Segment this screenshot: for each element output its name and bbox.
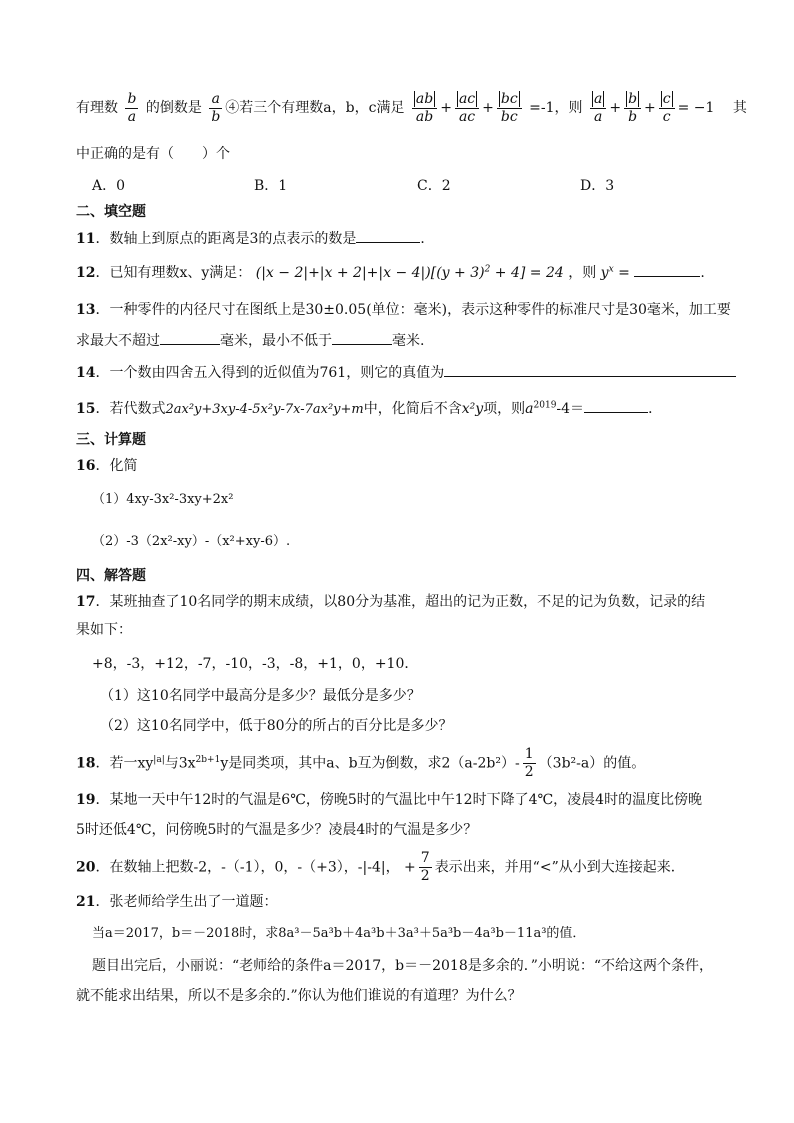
question-text: 毫米，最小不低于 [220,333,332,349]
answer-blank[interactable] [634,262,700,277]
q10-text: 其 [732,100,747,116]
answer-blank-min[interactable] [332,330,392,345]
question-20 [76,850,754,885]
fraction-abs-ab: $\frac{ab}{ab}$ [412,91,437,126]
answer-blank[interactable] [584,398,648,413]
q15-term: x²y [461,401,484,417]
q17-part2: （2）这10名同学中，低于80分的所占的百分比是多少？ [100,718,453,734]
q10-statement-line1: 有理数 $\frac{b}{a}$ 的倒数是 $\frac{a}{b}$ ④若三个有理数a，b，c满足 $\frac{ab}{ab}$ + $\frac{ac}{ac}$ + $\frac{bc}{bc}$ =-1，则 $\frac{a}{a}$ + $\frac{b}{b}$ + $\frac{c}{c}$ = −1 其 [76,90,747,125]
option-b[interactable]: B．1 [254,178,288,194]
option-d[interactable]: D．3 [580,178,615,194]
q16-part2: （2）-3（2x²-xy）-（x²+xy-6）. [92,534,291,549]
fraction-abs-a: $\frac{a}{a}$ [590,91,606,126]
question-16 [76,456,754,476]
option-c[interactable]: C．2 [417,178,451,194]
question-text: y是同类项，其中a、b互为倒数，求2（a-2b²）- [220,755,520,772]
question-text: ．化简 [95,458,138,474]
q18-exponent2: 2b+1 [195,754,221,765]
fraction-abs-c: $\frac{c}{c}$ [659,91,675,126]
question-number: 13 [76,302,96,318]
question-number: 18 [76,755,96,772]
question-13-line1 [76,300,754,320]
question-text: . [700,265,705,281]
answer-blank[interactable] [356,228,420,243]
question-number: 11 [76,231,96,247]
question-text: ．一种零件的内径尺寸在图纸上是30±0.05(单位：毫米)，表示这种零件的标准尺寸是30毫米，加工要 [95,302,731,318]
question-18 [76,746,754,781]
question-number: 12 [76,265,96,281]
fraction-seven-halves: $\frac{7}{2}$ [420,850,430,884]
question-text: ．已知有理数x、y满足： [95,265,252,281]
q17-part1: （1）这10名同学中最高分是多少？最低分是多少？ [100,688,421,704]
q10-statement-line2: 中正确的是有（ ）个 [76,146,230,162]
question-text: ． [420,231,435,247]
q18-term1: xy [137,755,154,772]
question-text: （3b²-a）的值。 [538,755,646,772]
fraction-a-over-b: $\frac{a}{b}$ [211,90,221,125]
question-21-line1 [76,892,754,912]
question-text: 毫米. [392,333,425,349]
question-17-line2: 果如下： [76,622,132,638]
question-text: ．某班抽查了10名同学的期末成绩，以80分为基准，超出的记为正数，不足的记为负数，记录的结 [95,594,706,610]
q10-text: 的倒数是 [145,100,202,116]
answer-blank[interactable] [444,362,736,377]
q10-text: = −1 [677,100,715,116]
question-text: 与 [164,755,179,772]
question-number: 14 [76,365,96,381]
q18-term2: 3x [178,755,196,772]
question-21-line3: 题目出完后，小丽说：“老师给的条件a＝2017，b＝－2018是多余的．”小明说：“不给这两个条件， [92,958,714,974]
q10-text: 有理数 [76,100,118,116]
question-text: ．张老师给学生出了一道题： [95,894,278,910]
question-number: 16 [76,458,96,474]
question-text: = [618,265,630,281]
y-power-x: $y^x$ [600,264,614,281]
question-text: -4＝ [556,401,585,417]
question-21-line2: 当a＝2017，b＝－2018时，求8a³－5a³b＋4a³b＋3a³＋5a³b－4a³b－11a³的值． [92,926,586,941]
fraction-abs-bc: $\frac{bc}{bc}$ [497,91,522,126]
question-text: ．在数轴上把数-2，-（-1），0，-（+3），-|-4|， [95,859,400,876]
question-text: 中，化简后不含 [363,401,462,417]
q15-expression: 2ax²y+3xy-4-5x²y-7x-7ax²y+m [165,402,364,417]
question-text: ．数轴上到原点的距离是3的点表示的数是 [95,231,357,247]
q17-data: +8，-3，+12，-7，-10，-3，-8，+1，0，+10． [92,656,419,672]
q15-base: a [525,401,534,417]
question-text: ． [648,401,663,417]
section-heading-answers: 四、解答题 [76,568,146,584]
question-text: ，则 [568,265,597,281]
question-number: 20 [76,859,96,876]
fraction-one-half: $\frac{1}{2}$ [524,746,534,780]
question-17-line1 [76,592,754,612]
question-text: 求最大不超过 [76,333,160,349]
question-11 [76,228,754,249]
question-21-line4: 就不能求出结果，所以不是多余的.”你认为他们谁说的有道理？为什么？ [76,988,522,1004]
question-12 [76,262,754,283]
fraction-abs-b: $\frac{b}{b}$ [624,91,641,126]
q18-exponent1: |a| [153,754,165,765]
question-text: ．一个数由四舍五入得到的近似值为761，则它的真值为 [95,365,445,381]
option-a[interactable]: A．0 [92,178,126,194]
question-text: ．某地一天中午12时的气温是6℃，傍晚5时的气温比中午12时下降了4℃，凌晨4时的温度比傍晚 [95,792,703,808]
question-14 [76,362,754,383]
question-text: ．若代数式 [95,401,166,417]
section-heading-calculation: 三、计算题 [76,432,146,448]
section-heading-fill-in: 二、填空题 [76,204,146,220]
question-text: 项，则 [483,401,526,417]
question-13-line2 [76,330,754,351]
question-19-line1 [76,790,754,810]
question-text: 表示出来，并用“<”从小到大连接起来． [434,859,685,876]
q12-equation: $(|x - 2|+|x + 2|+|x - 4|)[(y + 3)^2 + 4] = 24$ [255,264,564,281]
q10-text: =-1，则 [529,100,583,116]
question-19-line2: 5时还低4℃，问傍晚5时的气温是多少？凌晨4时的气温是多少？ [76,822,478,838]
plus-sign: + [404,859,416,876]
fraction-b-over-a: $\frac{b}{a}$ [127,90,137,125]
q16-part1: （1）4xy-3x²-3xy+2x² [92,492,234,507]
q10-text: ④若三个有理数a，b，c满足 [225,100,405,116]
question-number: 15 [76,401,96,417]
question-text: ．若一 [95,755,138,772]
answer-blank-max[interactable] [160,330,220,345]
question-number: 19 [76,792,96,808]
q15-exponent: 2019 [533,400,557,411]
question-15 [76,398,754,420]
question-number: 17 [76,594,96,610]
fraction-abs-ac: $\frac{ac}{ac}$ [455,91,479,126]
question-number: 21 [76,894,96,910]
